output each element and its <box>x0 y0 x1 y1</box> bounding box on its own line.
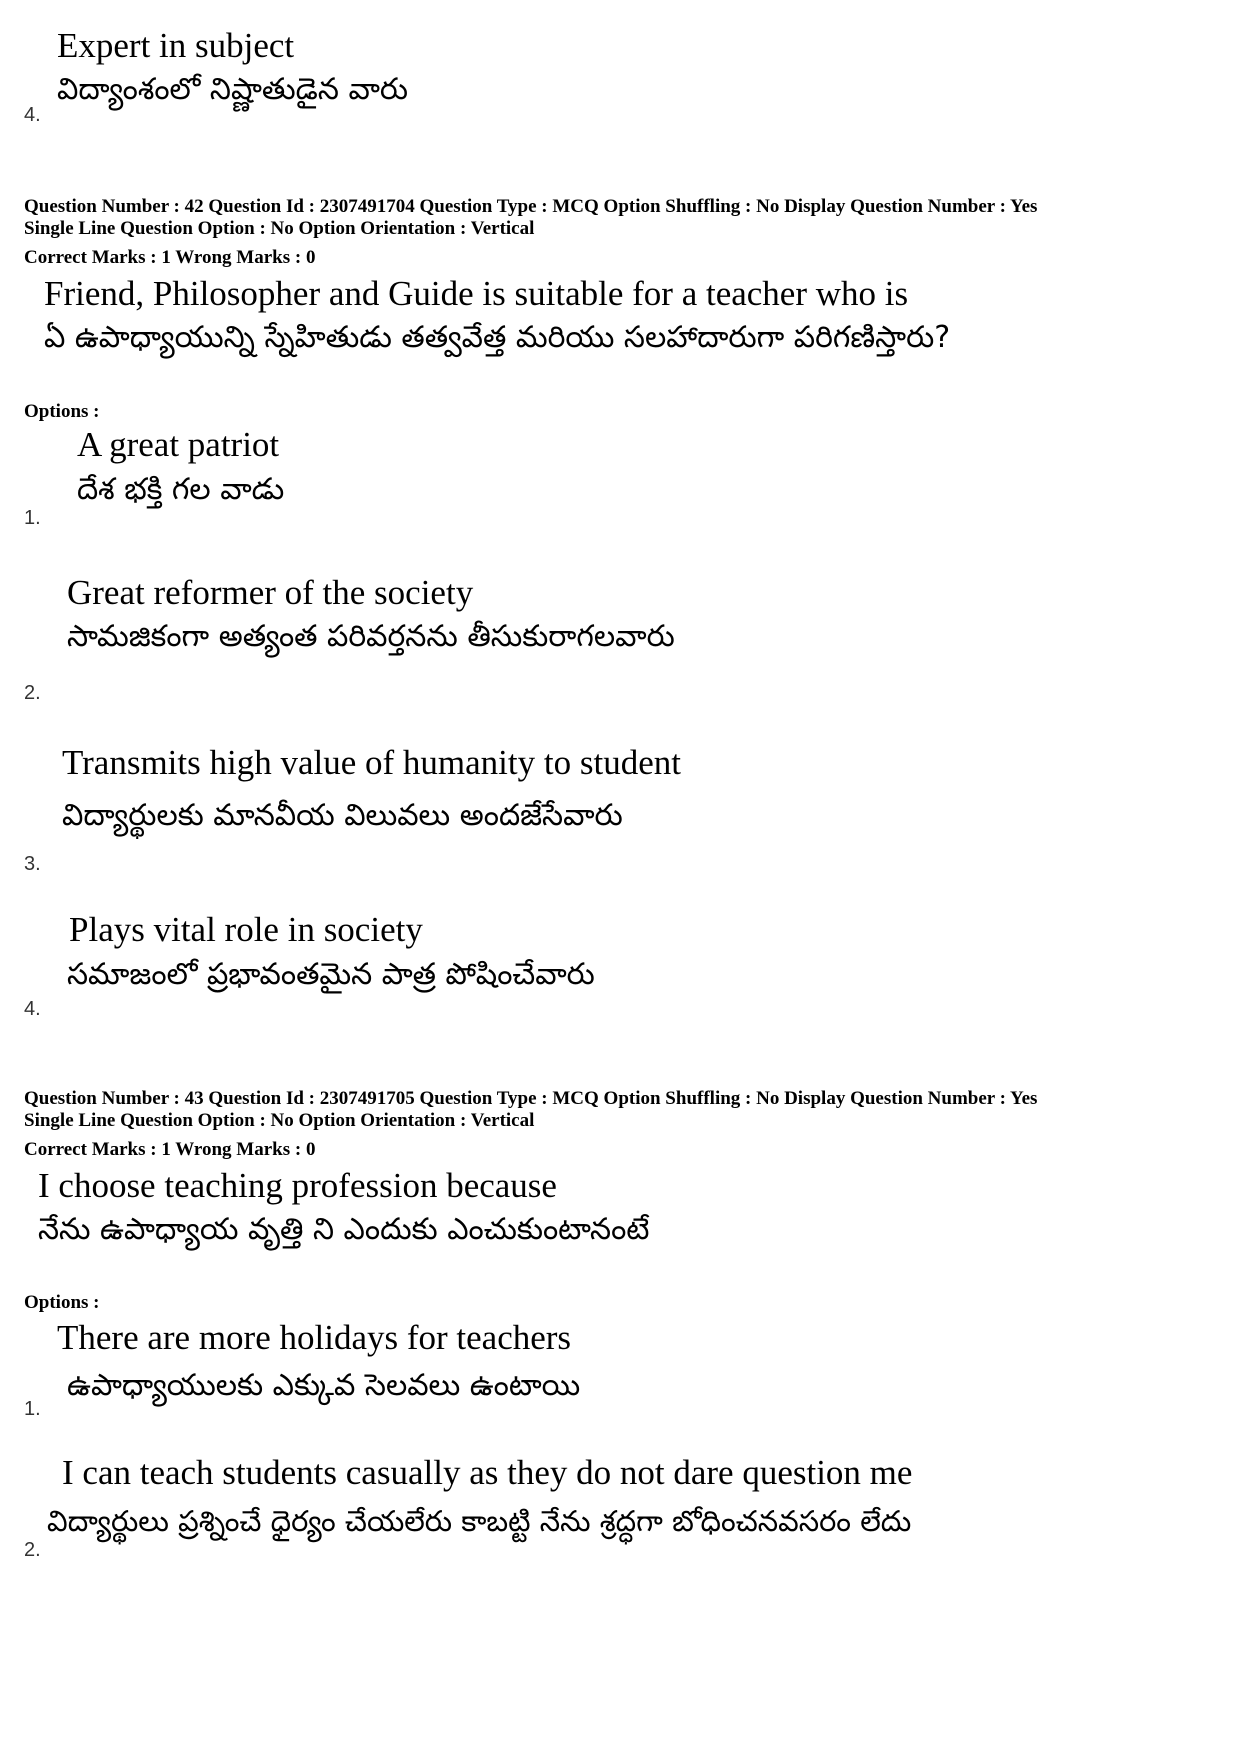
option-text-te: దేశ భక్తి గల వాడు <box>77 472 285 507</box>
option-text-en: Expert in subject <box>57 26 295 65</box>
option-text-te: ఉపాధ్యాయులకు ఎక్కువ సెలవలు ఉంటాయి <box>67 1368 581 1403</box>
option-number: 4. <box>24 104 41 126</box>
option-text-te: సామజికంగా అత్యంత పరివర్తనను తీసుకురాగలవారు <box>67 619 675 654</box>
option-text-te: విద్యార్థులకు మానవీయ విలువలు అందజేసేవారు <box>62 798 623 833</box>
option-text-en: Plays vital role in society <box>69 910 423 949</box>
question-text-en: Friend, Philosopher and Guide is suitable for a teacher who is <box>44 274 909 313</box>
option-number: 2. <box>24 682 41 704</box>
question-meta-line2: Single Line Question Option : No Option Orientation : Vertical <box>24 1110 535 1131</box>
question-meta-line1: Question Number : 42 Question Id : 2307491704 Question Type : MCQ Option Shuffling : No Display Question Number : Yes <box>24 196 1038 217</box>
option-text-te: విద్యార్థులు ప్రశ్నించే ధైర్యం చేయలేరు కాబట్టి నేను శ్రద్ధగా బోధించనవసరం లేదు <box>47 1504 912 1538</box>
option-text-en: A great patriot <box>77 425 280 464</box>
question-meta-line2: Single Line Question Option : No Option Orientation : Vertical <box>24 218 535 239</box>
options-label: Options : <box>24 1292 100 1313</box>
option-text-en: There are more holidays for teachers <box>57 1318 572 1357</box>
question-marks: Correct Marks : 1 Wrong Marks : 0 <box>24 247 316 268</box>
question-marks: Correct Marks : 1 Wrong Marks : 0 <box>24 1139 316 1160</box>
option-text-en: Transmits high value of humanity to student <box>62 743 681 782</box>
option-text-en: Great reformer of the society <box>67 573 474 612</box>
option-number: 1. <box>24 1398 41 1420</box>
option-text-te: విద్యాంశంలో నిష్ణాతుడైన వారు <box>57 72 409 107</box>
options-label: Options : <box>24 401 100 422</box>
option-number: 2. <box>24 1539 41 1561</box>
option-number: 1. <box>24 507 41 529</box>
question-text-te: నేను ఉపాధ్యాయ వృత్తి ని ఎందుకు ఎంచుకుంటానంటే <box>38 1212 650 1247</box>
question-text-te: ఏ ఉపాధ్యాయున్ని స్నేహితుడు తత్వవేత్త మరియు సలహాదారుగా పరిగణిస్తారు? <box>44 320 951 355</box>
option-text-te: సమాజంలో ప్రభావంతమైన పాత్ర పోషించేవారు <box>67 957 595 992</box>
option-number: 3. <box>24 853 41 875</box>
option-number: 4. <box>24 998 41 1020</box>
question-meta-line1: Question Number : 43 Question Id : 2307491705 Question Type : MCQ Option Shuffling : No Display Question Number : Yes <box>24 1088 1038 1109</box>
option-text-en: I can teach students casually as they do not dare question me <box>62 1453 913 1492</box>
question-text-en: I choose teaching profession because <box>38 1166 557 1205</box>
